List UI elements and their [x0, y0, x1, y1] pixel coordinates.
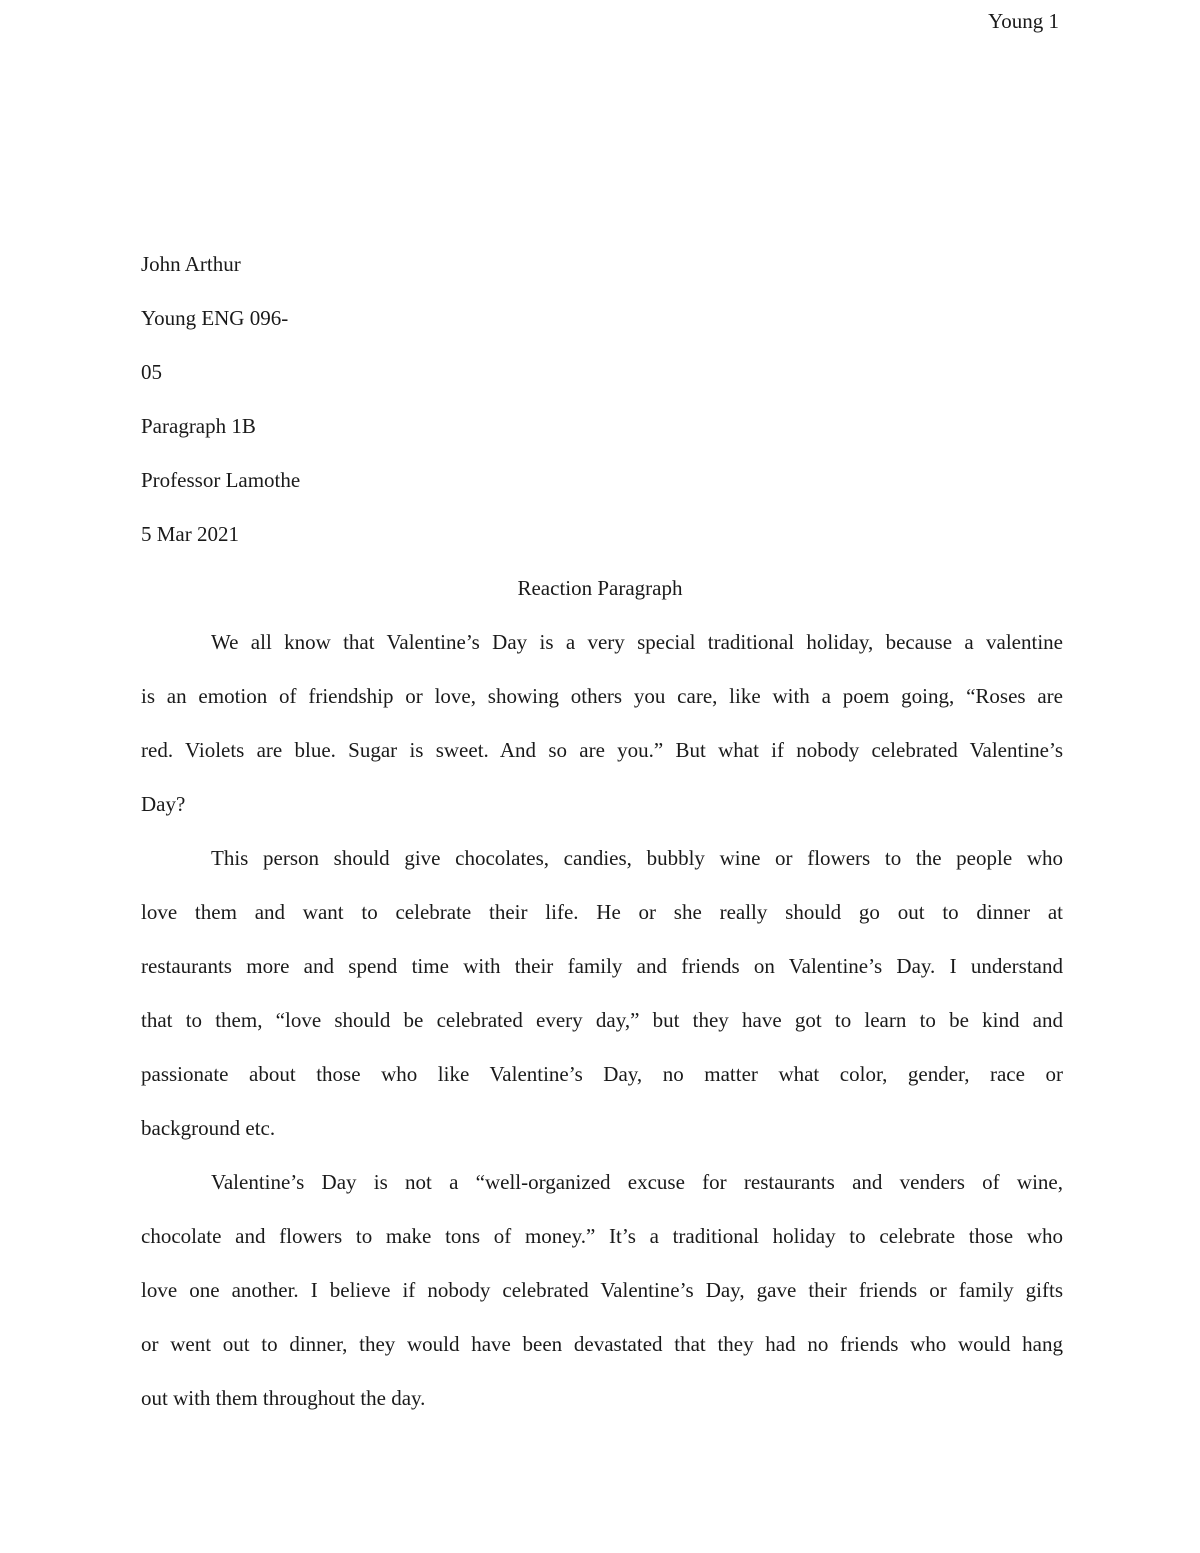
body-text: [141, 627, 1063, 1437]
document-title: Reaction Paragraph: [517, 576, 683, 600]
paragraph-1-line-4: Day?: [141, 792, 186, 816]
paragraph-2-line-3: restaurants more and spend time with their family and friends on Valentine’s Day. I understand: [141, 954, 1063, 978]
course-line-2: 05: [141, 360, 162, 384]
paragraph-2-line-1: This person should give chocolates, candies, bubbly wine or flowers to the people who: [211, 846, 1063, 870]
paragraph-1-line-3: red. Violets are blue. Sugar is sweet. And so are you.” But what if nobody celebrated Valentine’s: [141, 738, 1063, 762]
course-line-1: Young ENG 096-: [141, 306, 289, 330]
paragraph-3-line-2: chocolate and flowers to make tons of money.” It’s a traditional holiday to celebrate those who: [141, 1224, 1063, 1248]
paragraph-3-line-5: out with them throughout the day.: [141, 1386, 426, 1410]
paragraph-1-line-2: is an emotion of friendship or love, showing others you care, like with a poem going, “Roses are: [141, 684, 1063, 708]
assignment-name: Paragraph 1B: [141, 414, 256, 438]
paragraph-2-line-6: background etc.: [141, 1116, 276, 1140]
paragraph-1-line-1: We all know that Valentine’s Day is a very special traditional holiday, because a valentine: [211, 630, 1063, 654]
paragraph-3-line-1: Valentine’s Day is not a “well-organized excuse for restaurants and venders of wine,: [211, 1170, 1063, 1194]
running-head: Young 1: [988, 9, 1059, 33]
paragraph-3-line-3: love one another. I believe if nobody celebrated Valentine’s Day, gave their friends or family gifts: [141, 1278, 1063, 1302]
date: 5 Mar 2021: [141, 522, 239, 546]
paragraph-2-line-4: that to them, “love should be celebrated every day,” but they have got to learn to be kind and: [141, 1008, 1063, 1032]
paragraph-3-line-4: or went out to dinner, they would have been devastated that they had no friends who would hang: [141, 1332, 1063, 1356]
heading-block: [141, 249, 1061, 573]
paragraph-2-line-2: love them and want to celebrate their life. He or she really should go out to dinner at: [141, 900, 1063, 924]
student-name: John Arthur: [141, 252, 241, 276]
paragraph-2-line-5: passionate about those who like Valentine’s Day, no matter what color, gender, race or: [141, 1062, 1063, 1086]
professor-name: Professor Lamothe: [141, 468, 301, 492]
